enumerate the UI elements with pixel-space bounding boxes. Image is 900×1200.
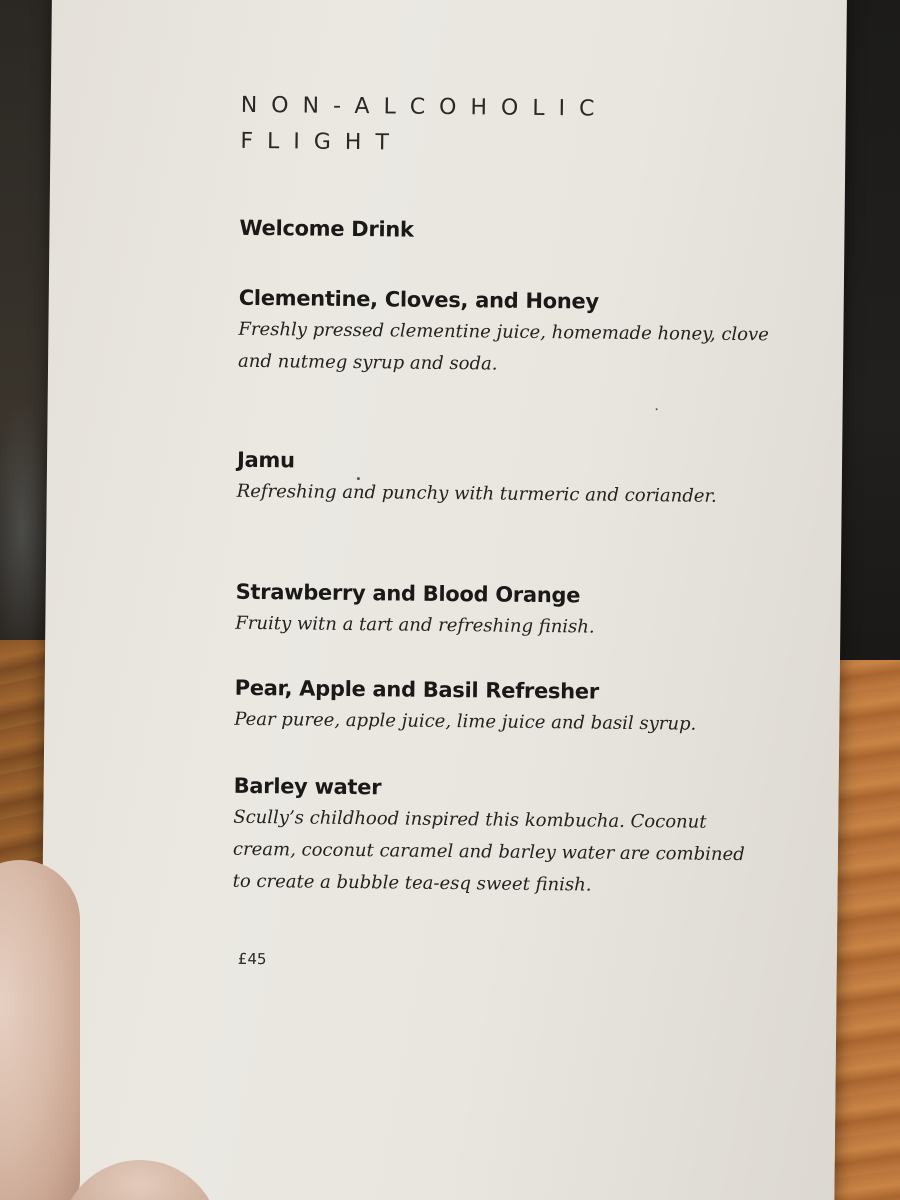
menu-item-description: Refreshing and punchy with turmeric and coriander. — [236, 480, 717, 507]
menu-item — [232, 774, 793, 904]
menu-item-name: Pear, Apple and Basil Refresher — [234, 675, 599, 704]
holding-thumb — [0, 860, 80, 1200]
menu-item — [234, 676, 795, 742]
paper-speck — [656, 408, 658, 410]
menu-card — [39, 0, 847, 1200]
menu-item-name: Jamu — [236, 447, 295, 473]
menu-content — [232, 88, 801, 969]
menu-item-name: Strawberry and Blood Orange — [235, 579, 581, 608]
menu-item-description: Pear puree, apple juice, lime juice and basil syrup. — [234, 708, 697, 735]
paper-speck — [357, 477, 360, 480]
menu-item-name: Clementine, Cloves, and Honey — [238, 285, 599, 314]
menu-item-name: Barley water — [233, 773, 382, 800]
menu-item — [238, 286, 799, 384]
menu-title-line-1: NON-ALCOHOLIC — [240, 92, 609, 122]
menu-item-description: Scully’s childhood inspired this kombucha. Coconut cream, coconut caramel and barley water are combined to create a bubble tea-esq sweet finish. — [232, 806, 745, 896]
menu-item-description: Fruity witn a tart and refreshing finish. — [235, 612, 595, 638]
menu-item — [237, 448, 798, 514]
menu-item — [235, 580, 796, 646]
welcome-drink-heading: Welcome Drink — [239, 215, 414, 242]
menu-price: £45 — [237, 949, 267, 969]
menu-item-description: Freshly pressed clementine juice, homemade honey, clove and nutmeg syrup and soda. — [237, 318, 770, 375]
menu-title-line-2: FLIGHT — [240, 128, 403, 156]
